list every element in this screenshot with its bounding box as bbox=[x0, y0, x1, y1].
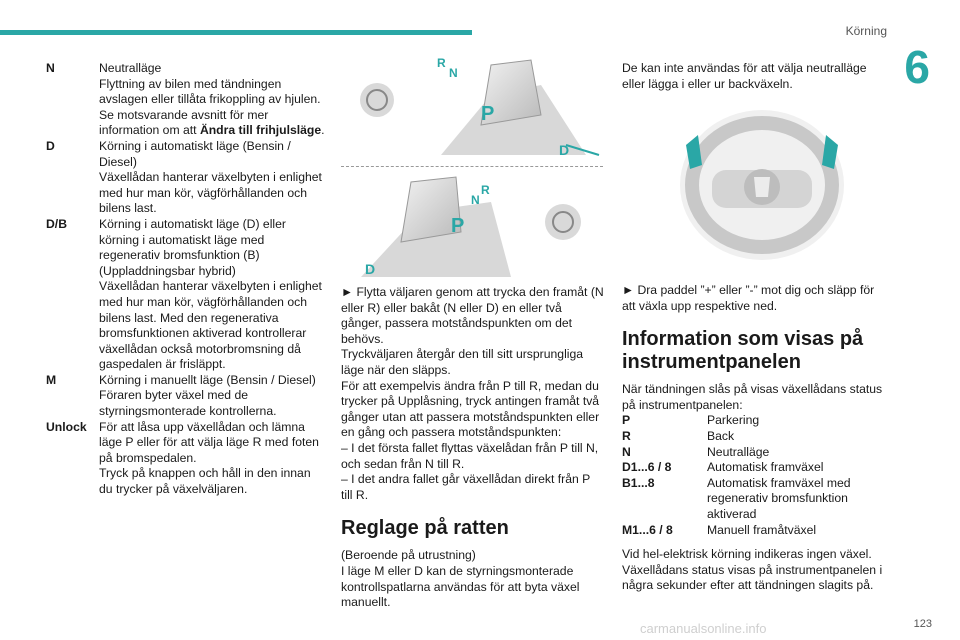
column-left bbox=[46, 61, 326, 498]
label-p: P bbox=[481, 103, 495, 125]
label-r: R bbox=[481, 183, 490, 197]
gear-mode-list bbox=[46, 61, 326, 498]
status-intro: När tändningen slås på visas växellådans status på instrumentpanelen: bbox=[622, 382, 883, 412]
status-desc: Parkering bbox=[707, 413, 760, 428]
instruction-move-selector: ► Flytta väljaren genom att trycka den framåt (N eller R) eller bakåt (N eller D) en eller två gånger, passera motståndspunkten om det behövs. bbox=[341, 285, 604, 346]
mode-line: Föraren byter växel med de styrningsmonterade kontrollerna. bbox=[99, 388, 277, 419]
dash-item-1: – I det första fallet flyttas växelådan från P till N, och sedan från N till R. bbox=[341, 440, 599, 471]
label-n: N bbox=[471, 193, 480, 207]
mode-line bbox=[99, 108, 326, 139]
selector-return-text: Tryckväljaren återgår den till sitt ursprungliga läge när den släpps. bbox=[341, 347, 584, 377]
mode-line: Körning i manuellt läge (Bensin / Diesel) bbox=[99, 372, 316, 387]
steering-wheel-paddles-illustration bbox=[672, 105, 852, 270]
spacer bbox=[622, 538, 884, 547]
watermark: carmanualsonline.info bbox=[640, 621, 767, 636]
mode-line: Neutralläge bbox=[99, 61, 162, 75]
mode-term-db: D/B bbox=[46, 216, 67, 231]
status-term: M1...6 / 8 bbox=[622, 522, 673, 537]
status-term: B1...8 bbox=[622, 475, 655, 490]
steering-icon-bg bbox=[545, 204, 581, 240]
mode-desc-d bbox=[99, 139, 326, 217]
example-text: För att exempelvis ändra från P till R, medan du trycker på Upplåsning, tryck antingen framåt två gånger utan att passera motståndspunkten eller en gång och passera motståndspunkten: bbox=[341, 378, 600, 440]
status-duration-note: Växellådans status visas på instrumentpanelen i några sekunder efter att tändningen slagits på. bbox=[622, 562, 883, 593]
mode-line: Flyttning av bilen med tändningen avslagen eller tillåta frikoppling av hjulen. bbox=[99, 76, 321, 107]
mode-line: Körning i automatiskt läge (D) eller körning i automatiskt läge med regenerativ bromsfunktion (B) (Uppladdningsbar hybrid) bbox=[99, 216, 286, 278]
dash-item-2: – I det andra fallet går växellådan direkt från P till R. bbox=[341, 472, 591, 502]
status-desc: Neutralläge bbox=[707, 444, 770, 459]
label-n: N bbox=[449, 66, 458, 80]
column-right-lower bbox=[622, 283, 884, 594]
mode-line: Växellådan hanterar växelbyten i enlighet med hur man kör, vägförhållanden och bilens last. Med den regenerativa bromsfunktionen aktiverad kontrollerar växellådan också motorbromsning då gaspedalen är frisläppt. bbox=[99, 279, 322, 372]
status-term: D1...6 / 8 bbox=[622, 460, 672, 475]
page-number: 123 bbox=[913, 618, 932, 630]
gear-selector-back-illustration bbox=[341, 172, 606, 282]
mode-desc-unlock bbox=[99, 420, 326, 498]
status-desc: Automatisk framväxel med regenerativ bromsfunktion aktiverad bbox=[707, 475, 851, 521]
mode-desc-db bbox=[99, 217, 326, 373]
mode-line: För att låsa upp växellådan och lämna läge P eller för att välja läge R med foten på bromspedalen. bbox=[99, 419, 319, 465]
section-heading-steering-controls: Reglage på ratten bbox=[341, 517, 509, 540]
status-desc: Back bbox=[707, 428, 735, 443]
mode-desc-n bbox=[99, 61, 326, 139]
chapter-name: Körning bbox=[845, 24, 887, 38]
mode-line: Körning i automatiskt läge (Bensin / Diesel) bbox=[99, 138, 291, 169]
equipment-note: (Beroende på utrustning) bbox=[341, 548, 476, 563]
mode-term-n: N bbox=[46, 61, 55, 75]
mode-desc-m bbox=[99, 373, 326, 420]
status-term: N bbox=[622, 444, 631, 459]
brand-logo-icon bbox=[754, 177, 770, 197]
mode-term-m: M bbox=[46, 372, 57, 387]
status-list bbox=[622, 413, 884, 538]
status-desc: Automatisk framväxel bbox=[707, 460, 824, 475]
paddle-instruction: ► Dra paddel ”+” eller ”-” mot dig och släpp för att växla upp respektive ned. bbox=[622, 283, 875, 313]
paddle-limit-text: De kan inte användas för att välja neutralläge eller lägga i eller ur backväxeln. bbox=[622, 61, 867, 91]
electric-note: Vid hel-elektrisk körning indikeras ingen växel. bbox=[622, 547, 872, 562]
status-term: R bbox=[622, 428, 631, 443]
mode-line: Växellådan hanterar växelbyten i enlighet med hur man kör, vägförhållanden och bilens last. bbox=[99, 170, 322, 216]
mode-line-bold: Ändra till frihjulsläge bbox=[199, 123, 322, 138]
column-right bbox=[622, 61, 884, 92]
section-heading-instrument-panel: Information som visas på instrumentpanelen bbox=[622, 328, 864, 374]
gear-selector-forward-illustration bbox=[341, 55, 606, 165]
mode-line-end: . bbox=[321, 123, 325, 138]
status-desc: Manuell framåtväxel bbox=[707, 522, 817, 537]
mode-term-unlock: Unlock bbox=[46, 419, 87, 434]
chapter-number: 6 bbox=[904, 41, 930, 93]
mode-line: Tryck på knappen och håll in den innan du trycker på växelväljaren. bbox=[99, 466, 311, 497]
label-d: D bbox=[559, 142, 570, 158]
label-r: R bbox=[437, 56, 446, 70]
label-p: P bbox=[451, 215, 465, 237]
status-term: P bbox=[622, 413, 631, 428]
steering-paddles-text: I läge M eller D kan de styrningsmonterade kontrollspatlarna användas för att byta växel manuellt. bbox=[341, 563, 580, 610]
mode-term-d: D bbox=[46, 138, 55, 153]
label-d: D bbox=[365, 261, 376, 277]
steering-icon-bg bbox=[360, 83, 394, 117]
header-accent-bar bbox=[0, 30, 472, 35]
illustration-divider bbox=[341, 166, 603, 167]
column-middle bbox=[341, 285, 604, 611]
mode-line-text: Se motsvarande avsnitt för mer information om att bbox=[99, 107, 269, 138]
